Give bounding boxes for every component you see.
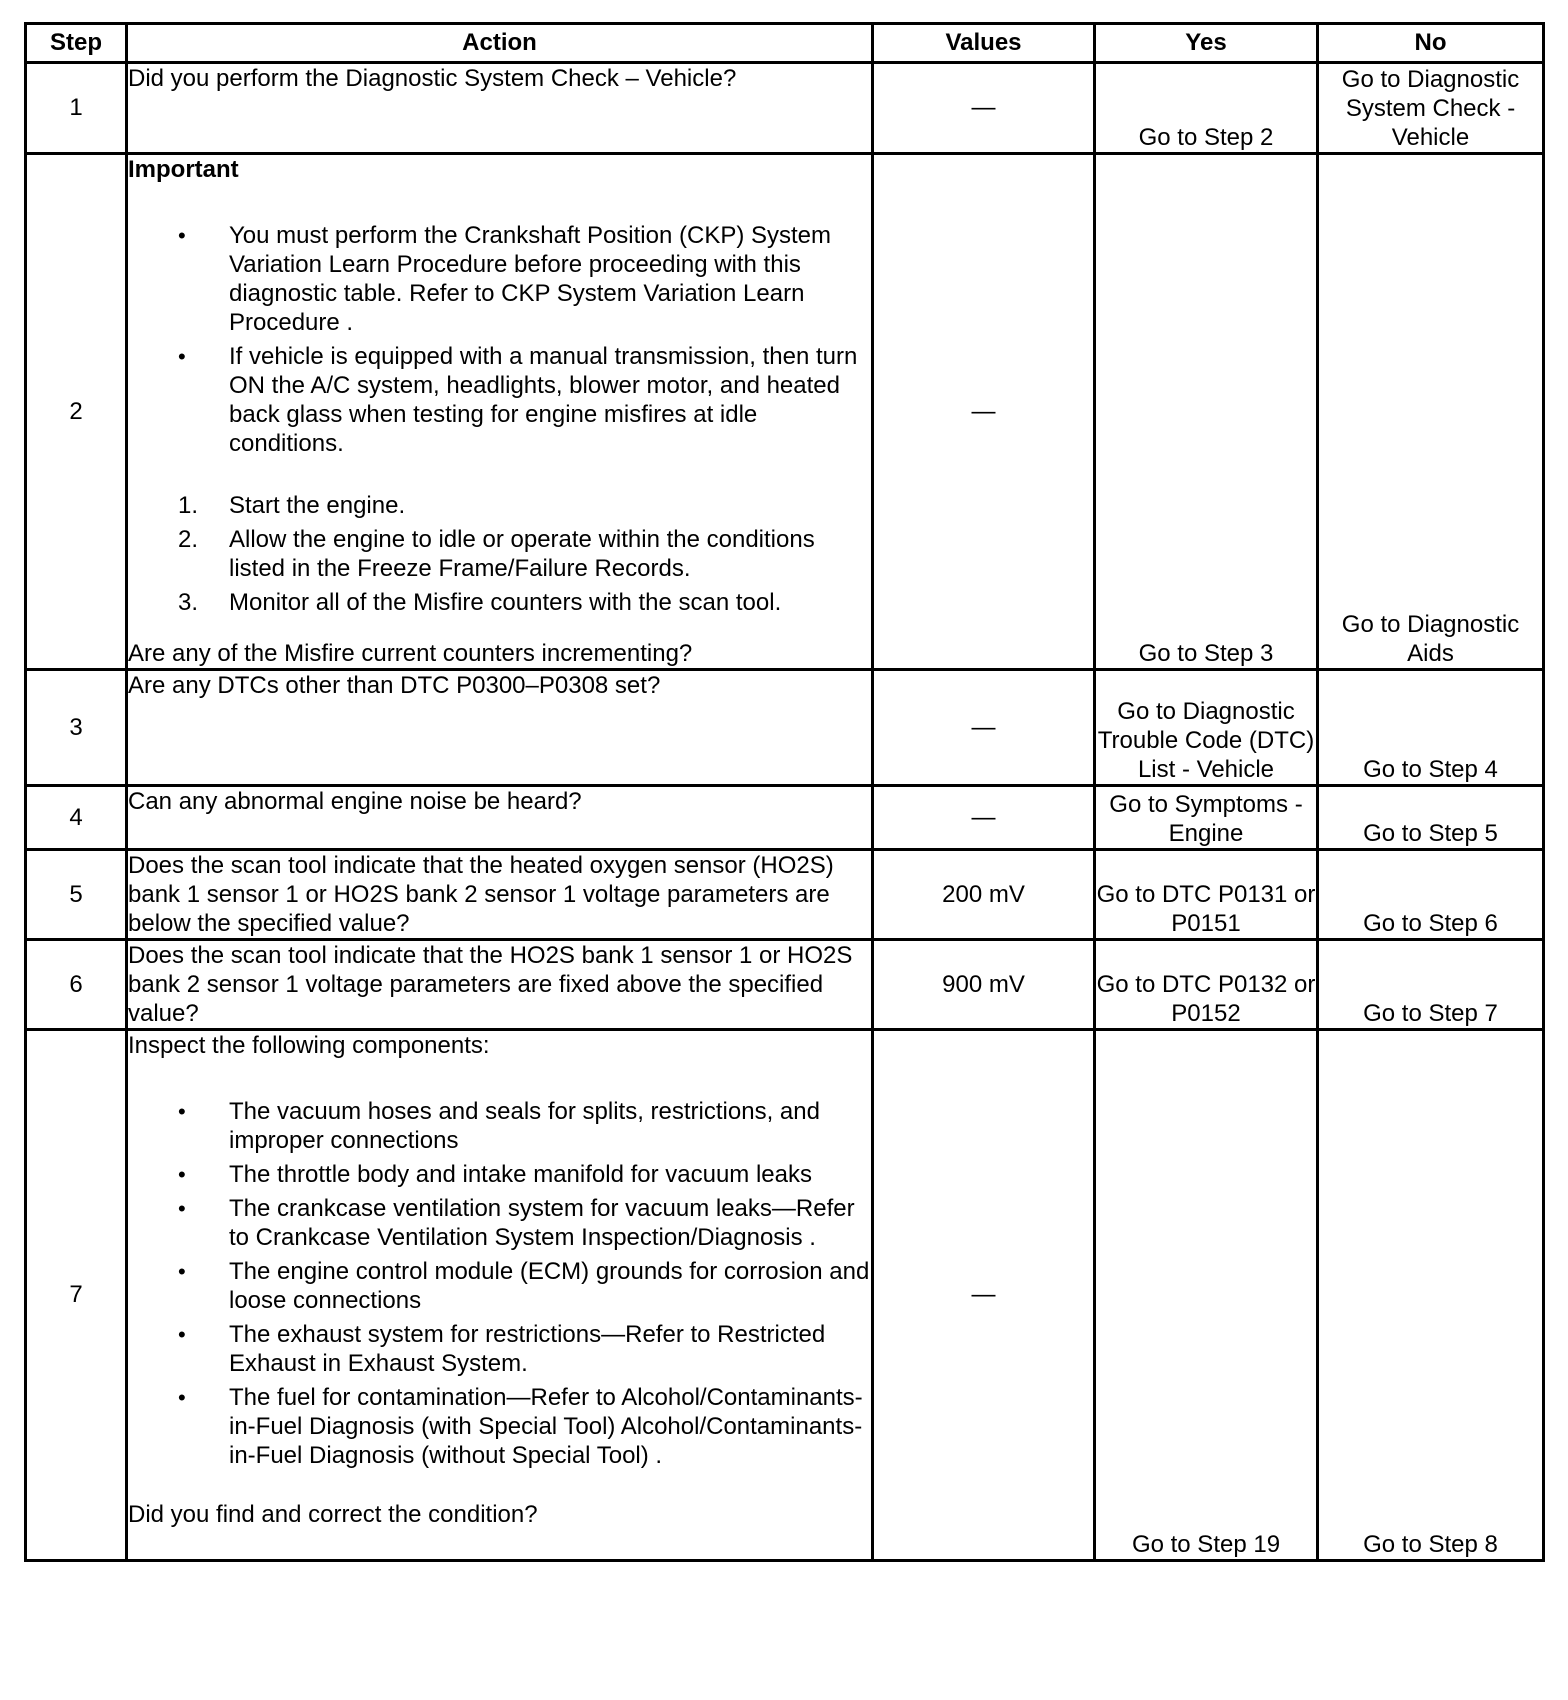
action-question: Did you find and correct the condition? <box>128 1501 538 1528</box>
bullet-marker: • <box>178 1196 186 1221</box>
step-number: 1 <box>26 63 127 154</box>
numbered-item: 1. Start the engine. <box>178 492 406 519</box>
value-cell: — <box>873 63 1095 154</box>
value-cell: — <box>873 1030 1095 1561</box>
header-step: Step <box>26 24 127 63</box>
bullet-item: • The engine control module (ECM) grounds for corrosion and loose connections <box>178 1258 870 1314</box>
step-number: 4 <box>26 786 127 850</box>
step-number: 2 <box>26 154 127 670</box>
action-cell <box>127 786 873 850</box>
table-row-step-6 <box>26 940 1544 1030</box>
step-number: 7 <box>26 1030 127 1561</box>
value-cell: — <box>873 786 1095 850</box>
action-question: Are any DTCs other than DTC P0300–P0308 set? <box>128 672 661 699</box>
number-marker: 1. <box>178 492 199 519</box>
table-row-step-3 <box>26 670 1544 786</box>
yes-cell: Go to DTC P0132 or P0152 <box>1095 940 1318 1030</box>
bullet-marker: • <box>178 1259 186 1284</box>
bullet-marker: • <box>178 1162 186 1187</box>
bullet-item: • If vehicle is equipped with a manual transmission, then turn ON the A/C system, headlights, blower motor, and heated back glass when testing for engine misfires at idle conditions. <box>178 343 858 457</box>
no-cell: Go to Step 7 <box>1318 940 1544 1030</box>
value-cell: — <box>873 670 1095 786</box>
action-question: Can any abnormal engine noise be heard? <box>128 788 582 815</box>
diagnostic-table <box>24 22 1545 1562</box>
no-cell: Go to Step 4 <box>1318 670 1544 786</box>
numbered-item: 3. Monitor all of the Misfire counters with the scan tool. <box>178 589 782 616</box>
table-row-step-4 <box>26 786 1544 850</box>
bullet-marker: • <box>178 1322 186 1347</box>
table-row-step-5 <box>26 850 1544 940</box>
header-yes: Yes <box>1095 24 1318 63</box>
no-cell: Go to Step 6 <box>1318 850 1544 940</box>
bullet-item: • The exhaust system for restrictions—Refer to Restricted Exhaust in Exhaust System. <box>178 1321 826 1377</box>
header-row <box>26 24 1544 63</box>
header-action: Action <box>127 24 873 63</box>
header-values: Values <box>873 24 1095 63</box>
bullet-marker: • <box>178 1099 186 1124</box>
yes-cell: Go to Step 3 <box>1095 154 1318 670</box>
bullet-marker: • <box>178 344 186 369</box>
number-marker: 3. <box>178 589 199 616</box>
yes-cell: Go to Step 19 <box>1095 1030 1318 1561</box>
inspect-lead: Inspect the following components: <box>128 1032 490 1059</box>
procedure-step-list <box>128 491 871 617</box>
bullet-item: • The throttle body and intake manifold for vacuum leaks <box>178 1161 812 1188</box>
numbered-item: 2. Allow the engine to idle or operate within the conditions listed in the Freeze Frame/Failure Records. <box>178 526 815 582</box>
no-cell: Go to Diagnostic System Check - Vehicle <box>1318 63 1544 154</box>
step-number: 6 <box>26 940 127 1030</box>
value-cell: 200 mV <box>873 850 1095 940</box>
step-number: 5 <box>26 850 127 940</box>
inspect-bullet-list <box>128 1097 871 1470</box>
bullet-item: • You must perform the Crankshaft Position (CKP) System Variation Learn Procedure before proceeding with this diagnostic table. Refer to CKP System Variation Learn Procedure . <box>178 222 832 336</box>
action-cell <box>127 670 873 786</box>
no-cell: Go to Step 8 <box>1318 1030 1544 1561</box>
no-cell: Go to Diagnostic Aids <box>1318 154 1544 670</box>
yes-cell: Go to Step 2 <box>1095 63 1318 154</box>
table-row-step-2 <box>26 154 1544 670</box>
table-row-step-7 <box>26 1030 1544 1561</box>
step-number: 3 <box>26 670 127 786</box>
number-marker: 2. <box>178 526 199 553</box>
action-cell <box>127 1030 873 1561</box>
header-no: No <box>1318 24 1544 63</box>
action-cell <box>127 940 873 1030</box>
action-cell <box>127 154 873 670</box>
action-question: Does the scan tool indicate that the heated oxygen sensor (HO2S) bank 1 sensor 1 or HO2S bank 2 sensor 1 voltage parameters are below the specified value? <box>128 852 834 937</box>
bullet-item: • The fuel for contamination—Refer to Alcohol/Contaminants-in-Fuel Diagnosis (with Special Tool) Alcohol/Contaminants-in-Fuel Diagnosis (without Special Tool) . <box>178 1384 863 1469</box>
action-question: Did you perform the Diagnostic System Check – Vehicle? <box>128 65 737 92</box>
bullet-marker: • <box>178 1385 186 1410</box>
action-cell <box>127 63 873 154</box>
bullet-item: • The crankcase ventilation system for vacuum leaks—Refer to Crankcase Ventilation System Inspection/Diagnosis . <box>178 1195 855 1251</box>
table-row-step-1 <box>26 63 1544 154</box>
action-cell <box>127 850 873 940</box>
yes-cell: Go to DTC P0131 or P0151 <box>1095 850 1318 940</box>
action-question: Are any of the Misfire current counters incrementing? <box>128 640 693 667</box>
yes-cell: Go to Symptoms - Engine <box>1095 786 1318 850</box>
yes-cell: Go to Diagnostic Trouble Code (DTC) List - Vehicle <box>1095 670 1318 786</box>
value-cell: 900 mV <box>873 940 1095 1030</box>
action-question: Does the scan tool indicate that the HO2S bank 1 sensor 1 or HO2S bank 2 sensor 1 voltage parameters are fixed above the specified value? <box>128 942 853 1027</box>
important-label: Important <box>128 156 239 183</box>
value-cell: — <box>873 154 1095 670</box>
no-cell: Go to Step 5 <box>1318 786 1544 850</box>
bullet-marker: • <box>178 223 186 248</box>
important-bullet-list <box>128 221 871 458</box>
bullet-item: • The vacuum hoses and seals for splits, restrictions, and improper connections <box>178 1098 820 1154</box>
